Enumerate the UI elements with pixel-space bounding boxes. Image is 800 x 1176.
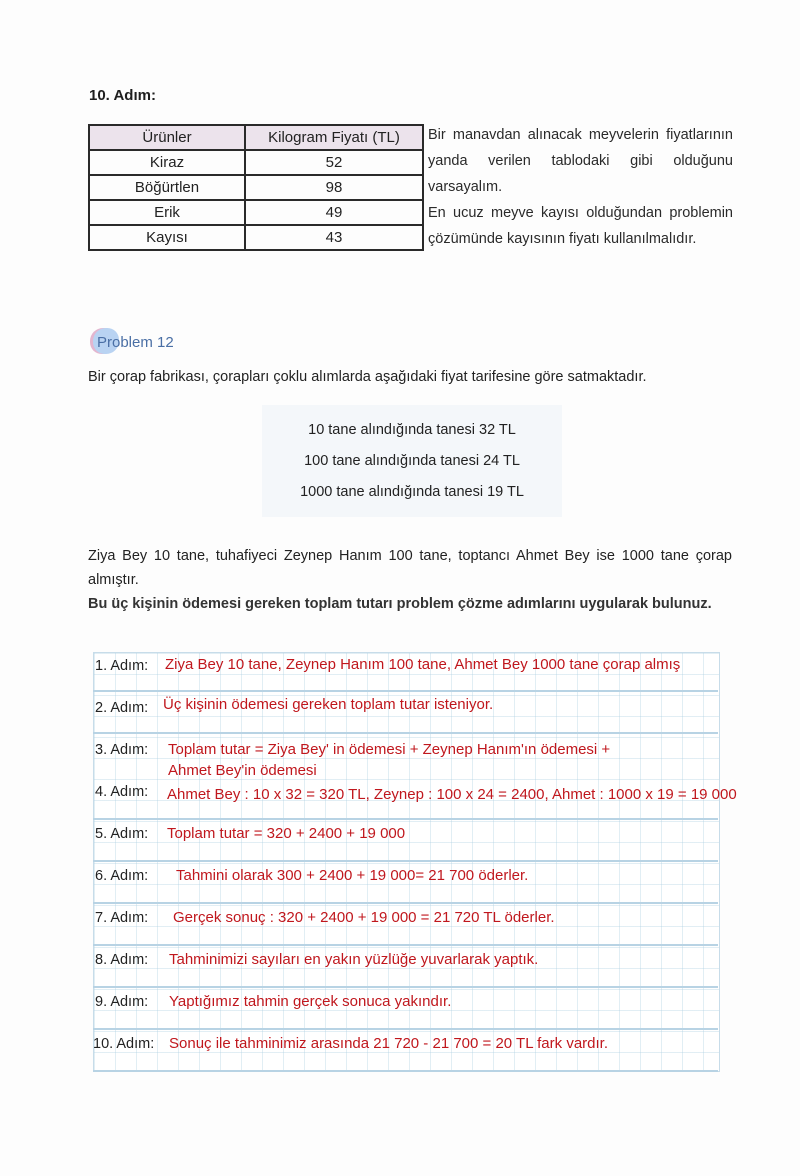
- step-label: 10. Adım:: [93, 1036, 155, 1052]
- product-cell: Erik: [89, 200, 245, 225]
- solution-step-4: [93, 778, 737, 820]
- solution-step-9: [93, 986, 718, 1030]
- table-row: [89, 200, 423, 225]
- solution-step-1: [93, 652, 718, 692]
- step-label: 8. Adım:: [95, 952, 149, 968]
- tariff-line: 1000 tane alındığında tanesi 19 TL: [300, 484, 524, 500]
- table-row: [89, 175, 423, 200]
- step-label: 4. Adım:: [95, 784, 149, 800]
- solution-step-10: [93, 1028, 718, 1072]
- explanation-paragraph: En ucuz meyve kayısı olduğundan problemin çözümünde kayısının fiyatı kullanılmalıdır.: [428, 205, 733, 247]
- solution-step-7: [93, 902, 718, 946]
- fruit-price-table: [88, 124, 424, 251]
- problem-question: Bu üç kişinin ödemesi gereken toplam tutarı problem çözme adımlarını uygularak bulunuz.: [88, 596, 712, 612]
- step-answer-continued: Ahmet Bey'in ödemesi: [168, 762, 317, 779]
- tariff-line: 100 tane alındığında tanesi 24 TL: [304, 453, 520, 469]
- problem-title: Problem 12: [97, 334, 174, 351]
- solution-step-3: [93, 732, 718, 779]
- solution-step-2: [93, 690, 718, 734]
- step-answer: Ziya Bey 10 tane, Zeynep Hanım 100 tane, Ahmet Bey 1000 tane çorap almış: [165, 656, 681, 673]
- problem-paragraph: Ziya Bey 10 tane, tuhafiyeci Zeynep Hanım 100 tane, toptancı Ahmet Bey ise 1000 tane çorap almıştır.: [88, 548, 732, 588]
- step-answer: Gerçek sonuç : 320 + 2400 + 19 000 = 21 720 TL öderler.: [173, 909, 555, 926]
- step-label: 5. Adım:: [95, 826, 149, 842]
- step-label: 7. Adım:: [95, 910, 149, 926]
- problem-statement: [88, 544, 732, 616]
- table-explanation: [428, 122, 733, 252]
- step-answer: Toplam tutar = Ziya Bey' in ödemesi + Zeynep Hanım'ın ödemesi +: [168, 741, 611, 758]
- price-tariff-box: [262, 405, 562, 517]
- step-answer: Tahminimizi sayıları en yakın yüzlüğe yuvarlarak yaptık.: [169, 951, 539, 968]
- table-row: [89, 150, 423, 175]
- step-answer: Toplam tutar = 320 + 2400 + 19 000: [167, 825, 406, 842]
- column-header-products: Ürünler: [89, 125, 245, 150]
- price-cell: 49: [245, 200, 423, 225]
- price-cell: 43: [245, 225, 423, 250]
- step-label: 1. Adım:: [95, 658, 149, 674]
- column-header-kg-price: Kilogram Fiyatı (TL): [245, 125, 423, 150]
- problem-intro: Bir çorap fabrikası, çorapları çoklu alımlarda aşağıdaki fiyat tarifesine göre satmaktadır.: [88, 369, 647, 385]
- step-answer: Ahmet Bey : 10 x 32 = 320 TL, Zeynep : 100 x 24 = 2400, Ahmet : 1000 x 19 = 19 000: [167, 786, 737, 803]
- step-answer: Sonuç ile tahminimiz arasında 21 720 - 21 700 = 20 TL fark vardır.: [169, 1035, 608, 1052]
- tariff-line: 10 tane alındığında tanesi 32 TL: [308, 422, 516, 438]
- product-cell: Kayısı: [89, 225, 245, 250]
- step-label: 2. Adım:: [95, 700, 149, 716]
- step-label: 9. Adım:: [95, 994, 149, 1010]
- table-header-row: [89, 125, 423, 150]
- product-cell: Böğürtlen: [89, 175, 245, 200]
- price-cell: 52: [245, 150, 423, 175]
- step-label: 6. Adım:: [95, 868, 149, 884]
- step-answer: Üç kişinin ödemesi gereken toplam tutar isteniyor.: [163, 696, 494, 713]
- solution-step-6: [93, 860, 718, 904]
- solution-step-5: [93, 818, 718, 862]
- price-cell: 98: [245, 175, 423, 200]
- product-cell: Kiraz: [89, 150, 245, 175]
- problem-badge: [97, 334, 174, 351]
- step-label: 3. Adım:: [95, 742, 149, 758]
- solution-step-8: [93, 944, 718, 988]
- explanation-paragraph: Bir manavdan alınacak meyvelerin fiyatlarının yanda verilen tablodaki gibi olduğunu varsayalım.: [428, 127, 733, 195]
- step-answer: Yaptığımız tahmin gerçek sonuca yakındır.: [169, 993, 452, 1010]
- step-answer: Tahmini olarak 300 + 2400 + 19 000= 21 700 öderler.: [176, 867, 529, 884]
- step-10-heading: 10. Adım:: [89, 87, 156, 104]
- table-row: [89, 225, 423, 250]
